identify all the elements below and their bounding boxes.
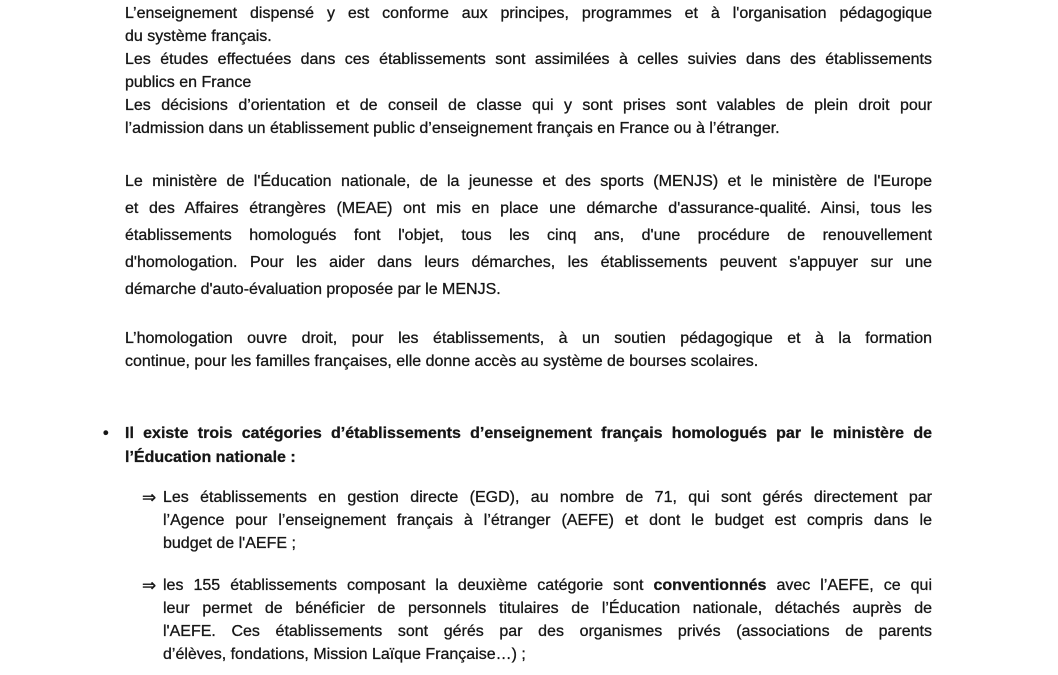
arrow-right-icon: ⇒ (142, 488, 157, 507)
text-line: leur permet de bénéficier de personnels titulaires de l’Éducation nationale, détachés auprès de (163, 600, 932, 617)
text-segment-bold: conventionnés (653, 577, 767, 594)
text-line: démarche d'auto-évaluation proposée par le MENJS. (125, 281, 501, 298)
text-line: continue, pour les familles françaises, elle donne accès au système de bourses scolaires. (125, 353, 759, 370)
paragraph-homologation-droits (125, 327, 932, 373)
text-line: et des Affaires étrangères (MEAE) ont mis en place une démarche d'assurance-qualité. Ainsi, tous les (125, 200, 932, 217)
paragraph-enseignement-conforme (125, 2, 932, 140)
text-line: l’admission dans un établissement public d’enseignement français en France ou à l’étranger. (125, 120, 780, 137)
text-line: l’Agence pour l’enseignement français à l’étranger (AEFE) et dont le budget est compris dans le (163, 512, 932, 529)
text-line: L’homologation ouvre droit, pour les établissements, à un soutien pédagogique et à la formation (125, 330, 932, 347)
text-line: l’Éducation nationale : (125, 449, 296, 466)
text-line: L’enseignement dispensé y est conforme aux principes, programmes et à l'organisation pédagogique (125, 5, 932, 22)
arrow-item-conventionnes (125, 574, 932, 666)
text-line: établissements homologués font l'objet, tous les cinq ans, d'une procédure de renouvellement (125, 227, 932, 244)
arrow-right-icon: ⇒ (142, 576, 157, 595)
text-line: publics en France (125, 74, 252, 91)
paragraph-assurance-qualite (125, 168, 932, 303)
text-line: d’élèves, fondations, Mission Laïque Française…) ; (163, 646, 526, 663)
text-line (163, 574, 932, 597)
text-line: Il existe trois catégories d’établissements d’enseignement français homologués par le ministère de (125, 425, 932, 442)
bullet-item-trois-categories (103, 422, 932, 470)
text-segment: avec l’AEFE, ce qui (766, 577, 933, 594)
text-line: l'AEFE. Ces établissements sont gérés par des organismes privés (associations de parents (163, 623, 932, 640)
text-line: Le ministère de l'Éducation nationale, de la jeunesse et des sports (MENJS) et le ministère de l'Europe (125, 173, 932, 190)
text-line: Les décisions d’orientation et de conseil de classe qui y sont prises sont valables de plein droit pour (125, 97, 932, 114)
text-line: d'homologation. Pour les aider dans leurs démarches, les établissements peuvent s'appuyer sur une (125, 254, 932, 271)
text-line: du système français. (125, 28, 272, 45)
text-line: budget de l'AEFE ; (163, 535, 296, 552)
text-segment: les 155 établissements composant la deuxième catégorie sont (163, 577, 654, 594)
bullet-marker-icon: • (103, 425, 109, 442)
text-line: Les études effectuées dans ces établissements sont assimilées à celles suivies dans des établissements (125, 51, 932, 68)
arrow-item-egd (125, 486, 932, 555)
text-line: Les établissements en gestion directe (EGD), au nombre de 71, qui sont gérés directement par (163, 489, 932, 506)
